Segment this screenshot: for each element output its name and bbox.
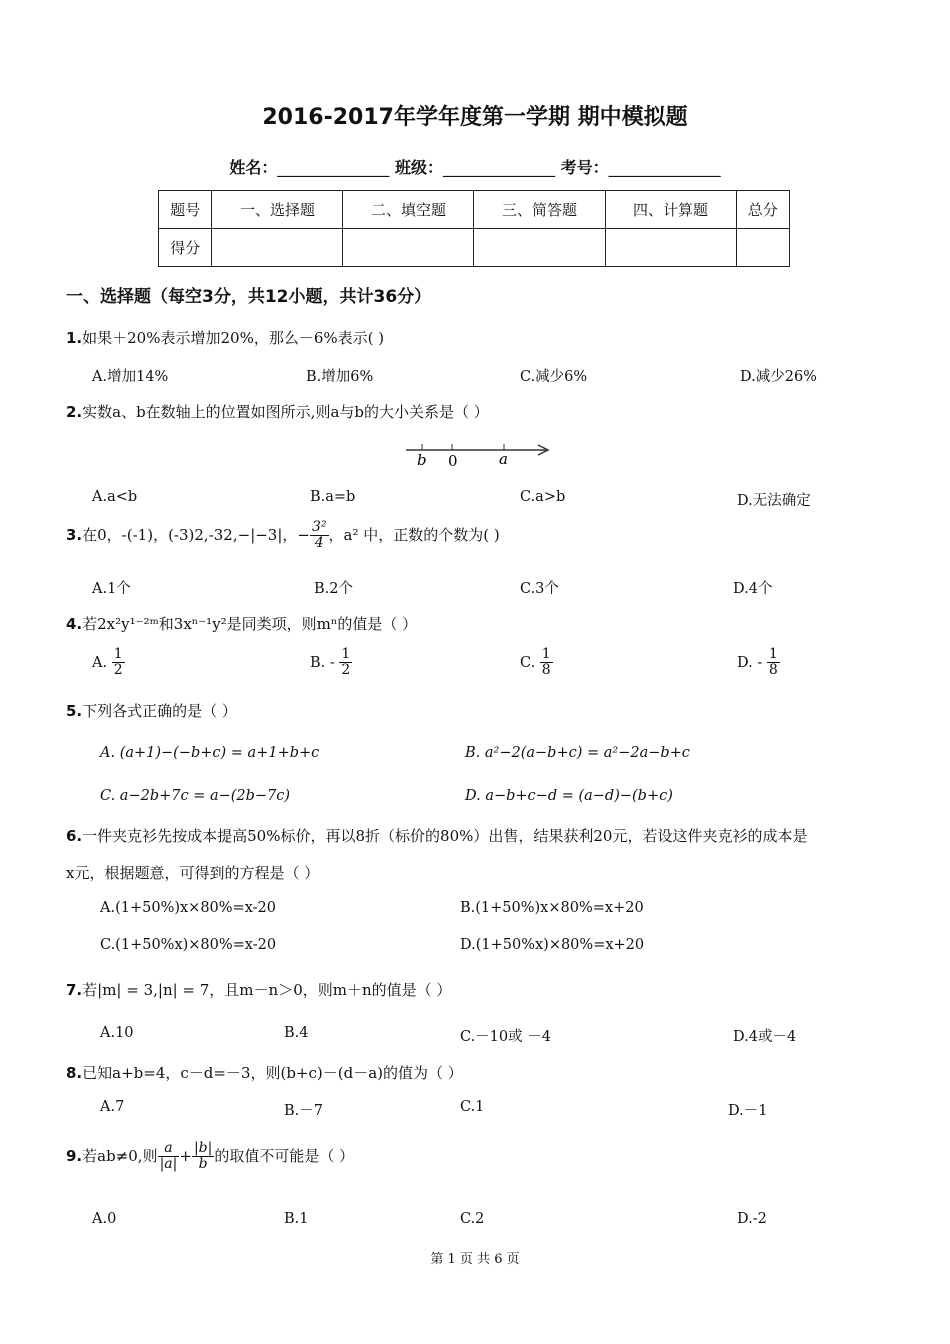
q4-option-c — [520, 647, 553, 679]
label-zero: 0 — [448, 452, 458, 470]
fraction-numerator: 3² — [311, 519, 327, 535]
q4-option-a — [92, 647, 125, 679]
q8-option-a: A.7 — [100, 1099, 125, 1115]
q6-option-a: A.(1+50%)x×80%=x-20 — [100, 900, 276, 916]
q9-option-a: A.0 — [92, 1211, 117, 1227]
option-sign: - — [757, 654, 763, 671]
question-text: 下列各式正确的是（ ） — [82, 702, 237, 720]
q5-option-a: A. (a+1)−(−b+c) = a+1+b+c — [100, 745, 320, 761]
score-table-cell: 二、填空题 — [343, 191, 474, 229]
q2-option-a: A.a<b — [92, 489, 138, 505]
id-label: 考号： — [560, 158, 609, 177]
page-footer: 第 1 页 共 6 页 — [430, 1252, 520, 1267]
question-text: ，a² 中，正数的个数为( ) — [328, 525, 500, 544]
student-info-line — [0, 155, 950, 178]
name-blank: ______________ — [277, 158, 390, 177]
fraction-denominator: 8 — [768, 662, 778, 679]
page-title: 2016-2017年学年度第一学期 期中模拟题 — [262, 105, 688, 130]
score-row-label: 得分 — [159, 229, 212, 267]
fraction-numerator: |b| — [193, 1140, 213, 1156]
q6-option-c: C.(1+50%x)×80%=x-20 — [100, 937, 277, 953]
score-table-header-row — [159, 191, 790, 229]
q2-option-d: D.无法确定 — [737, 493, 811, 509]
section-title: 一、选择题（每空3分，共12小题，共计36分） — [66, 287, 432, 307]
name-label: 姓名： — [229, 158, 278, 177]
question-number: 7. — [66, 981, 83, 999]
number-line-figure — [402, 438, 552, 470]
q3-option-a: A.1个 — [92, 581, 131, 597]
fraction-numerator: 1 — [541, 646, 551, 662]
q3-option-d: D.4个 — [733, 581, 773, 597]
q7-option-d: D.4或－4 — [733, 1029, 797, 1045]
fraction-denominator: 8 — [541, 662, 551, 679]
question-6 — [66, 825, 807, 846]
score-table — [158, 190, 790, 267]
id-blank: ______________ — [608, 158, 721, 177]
fraction — [339, 647, 352, 679]
fraction — [540, 647, 553, 679]
q5-option-c: C. a−2b+7c = a−(2b−7c) — [100, 788, 291, 804]
q7-option-a: A.10 — [100, 1025, 134, 1041]
question-number: 5. — [66, 702, 83, 720]
fraction — [310, 520, 329, 552]
score-table-cell: 一、选择题 — [212, 191, 343, 229]
q7-option-b: B.4 — [284, 1025, 309, 1041]
q9-option-c: C.2 — [460, 1211, 485, 1227]
question-6-continued: x元，根据题意，可得到的方程是（ ） — [66, 864, 320, 882]
score-input-cell[interactable] — [605, 229, 736, 267]
q2-option-c: C.a>b — [520, 489, 566, 505]
q3-option-b: B.2个 — [314, 581, 353, 597]
fraction-numerator: a — [158, 1141, 180, 1157]
question-2 — [66, 401, 489, 422]
q8-option-d: D.－1 — [728, 1103, 768, 1119]
question-text: 若|m| = 3,|n| = 7，且m－n＞0，则m＋n的值是（ ） — [82, 981, 452, 999]
q9-option-d: D.-2 — [737, 1211, 767, 1227]
score-table-cell: 四、计算题 — [605, 191, 736, 229]
label-a: a — [499, 450, 508, 468]
question-number: 6. — [66, 827, 83, 845]
question-text: 实数a、b在数轴上的位置如图所示,则a与b的大小关系是（ ） — [82, 403, 489, 421]
q8-option-c: C.1 — [460, 1099, 485, 1115]
fraction-denominator: 4 — [314, 535, 324, 552]
score-input-cell[interactable] — [343, 229, 474, 267]
q5-option-d: D. a−b+c−d = (a−d)−(b+c) — [465, 788, 673, 804]
option-sign: - — [329, 654, 335, 671]
option-label: B. — [310, 654, 326, 671]
question-7 — [66, 979, 451, 1000]
q7-option-c: C.－10或 －4 — [460, 1029, 551, 1045]
question-number: 4. — [66, 615, 83, 633]
question-number: 3. — [66, 525, 83, 544]
class-blank: ______________ — [443, 158, 555, 177]
question-9 — [66, 1141, 354, 1173]
fraction-denominator: b — [198, 1156, 208, 1173]
q1-option-c: C.减少6% — [520, 369, 588, 385]
fraction-numerator: 1 — [341, 646, 351, 662]
question-number: 9. — [66, 1146, 83, 1165]
question-text: 若2x²y¹⁻²ᵐ和3xⁿ⁻¹y²是同类项，则mⁿ的值是（ ） — [82, 615, 418, 633]
score-input-cell[interactable] — [474, 229, 605, 267]
score-table-cell: 三、简答题 — [474, 191, 605, 229]
question-5 — [66, 700, 237, 721]
q8-option-b: B.－7 — [284, 1103, 323, 1119]
score-table-cell: 题号 — [159, 191, 212, 229]
plus-sign: + — [179, 1146, 192, 1165]
fraction — [112, 647, 125, 679]
q2-option-b: B.a=b — [310, 489, 356, 505]
q3-option-c: C.3个 — [520, 581, 559, 597]
label-b: b — [417, 451, 427, 469]
question-text: 如果＋20%表示增加20%，那么－6%表示( ) — [82, 329, 385, 347]
option-label: D. — [737, 654, 753, 671]
question-text: 一件夹克衫先按成本提高50%标价，再以8折（标价的80%）出售，结果获利20元，若设这件夹克衫的成本是 — [82, 827, 808, 845]
question-8 — [66, 1062, 463, 1083]
q6-option-d: D.(1+50%x)×80%=x+20 — [460, 937, 645, 953]
q5-option-b: B. a²−2(a−b+c) = a²−2a−b+c — [465, 745, 690, 761]
score-input-cell[interactable] — [736, 229, 789, 267]
fraction-numerator: 1 — [768, 646, 778, 662]
question-number: 8. — [66, 1064, 83, 1082]
fraction-numerator: 1 — [113, 646, 123, 662]
question-number: 2. — [66, 403, 83, 421]
fraction-denominator: 2 — [341, 662, 351, 679]
question-text: 若ab≠0,则 — [82, 1146, 158, 1165]
option-label: A. — [92, 654, 108, 671]
fraction-denominator: 2 — [113, 662, 123, 679]
fraction — [767, 647, 780, 679]
fraction — [192, 1141, 214, 1173]
class-label: 班级： — [394, 158, 443, 177]
q4-option-d — [737, 647, 780, 679]
question-text: 的取值不可能是（ ） — [214, 1146, 355, 1165]
q1-option-a: A.增加14% — [92, 369, 169, 385]
question-number: 1. — [66, 329, 83, 347]
q1-option-d: D.减少26% — [740, 369, 817, 385]
score-table-score-row — [159, 229, 790, 267]
q6-option-b: B.(1+50%)x×80%=x+20 — [460, 900, 644, 916]
q9-option-b: B.1 — [284, 1211, 309, 1227]
question-4 — [66, 613, 417, 634]
fraction-denominator: |a| — [159, 1156, 178, 1173]
score-table-cell: 总分 — [736, 191, 789, 229]
fraction — [158, 1141, 180, 1173]
question-3 — [66, 520, 500, 552]
question-1 — [66, 327, 384, 348]
q1-option-b: B.增加6% — [306, 369, 374, 385]
option-label: C. — [520, 654, 536, 671]
score-input-cell[interactable] — [212, 229, 343, 267]
question-text: 已知a+b=4，c－d=－3，则(b+c)－(d－a)的值为（ ） — [82, 1064, 463, 1082]
q4-option-b — [310, 647, 352, 679]
question-text: 在0，-(-1)，(-3)2,-32,−|−3|，− — [82, 525, 310, 544]
